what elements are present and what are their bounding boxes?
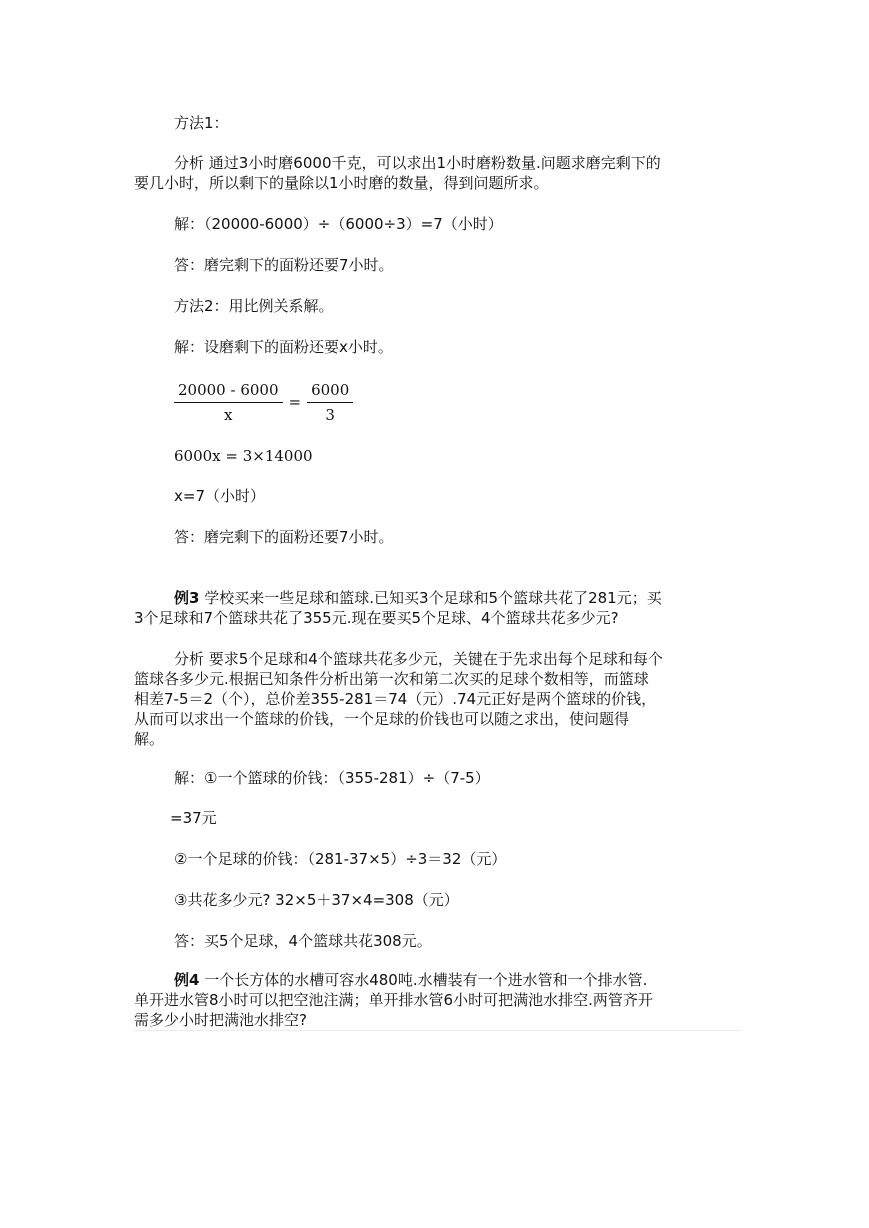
method2-step2: x=7（小时） xyxy=(174,487,265,505)
example3-analysis-line1: 分析 要求5个足球和4个篮球共花多少元，关键在于先求出每个足球和每个 xyxy=(174,650,663,668)
method1-analysis xyxy=(134,153,742,193)
example3-step3: ③共花多少元? 32×5＋37×4=308（元） xyxy=(174,891,459,909)
example4-problem-line2: 单开进水管8小时可以把空池注满；单开排水管6小时可把满池水排空.两管齐开 xyxy=(134,991,653,1009)
example3-analysis-line2: 篮球各多少元.根据已知条件分析出第一次和第二次买的足球个数相等，而篮球 xyxy=(134,670,649,688)
proportion-equation xyxy=(174,378,353,426)
example3-analysis-line5: 解。 xyxy=(134,730,165,748)
example4-problem-line1: 一个长方体的水槽可容水480吨.水槽装有一个进水管和一个排水管. xyxy=(199,971,648,989)
fraction-left-numerator: 20000 - 6000 xyxy=(174,380,283,403)
fraction-right xyxy=(307,380,353,425)
method2-step1: 6000x = 3×14000 xyxy=(174,447,313,465)
example3-answer: 答：买5个足球，4个篮球共花308元。 xyxy=(174,932,432,950)
example3-problem-line2: 3个足球和7个篮球共花了355元.现在要买5个足球、4个篮球共花多少元? xyxy=(134,609,619,627)
example4-problem xyxy=(134,970,742,1030)
fraction-left-denominator: x xyxy=(224,405,233,424)
example3-problem xyxy=(134,588,742,628)
example3-step2: ②一个足球的价钱：（281-37×5）÷3＝32（元） xyxy=(174,850,507,868)
method1-heading: 方法1： xyxy=(174,114,229,132)
example3-step1: 解：①一个篮球的价钱：（355-281）÷（7-5） xyxy=(174,769,490,787)
fraction-right-numerator: 6000 xyxy=(307,380,353,403)
method1-analysis-line2: 要几小时，所以剩下的量除以1小时磨的数量，得到问题所求。 xyxy=(134,174,549,192)
fraction-left xyxy=(174,380,283,425)
example3-problem-line1: 学校买来一些足球和篮球.已知买3个足球和5个篮球共花了281元；买 xyxy=(199,589,662,607)
example3-label: 例3 xyxy=(174,589,200,607)
example3-analysis-line4: 从而可以求出一个篮球的价钱，一个足球的价钱也可以随之求出，使问题得 xyxy=(134,710,630,728)
method2-answer: 答：磨完剩下的面粉还要7小时。 xyxy=(174,528,394,546)
method2-let: 解：设磨剩下的面粉还要x小时。 xyxy=(174,338,393,356)
method1-analysis-line1: 分析 通过3小时磨6000千克，可以求出1小时磨粉数量.问题求磨完剩下的 xyxy=(174,154,661,172)
example4-label: 例4 xyxy=(174,971,200,989)
example3-step1-result: =37元 xyxy=(170,809,217,827)
equals-sign: = xyxy=(288,393,302,411)
example3-analysis-line3: 相差7-5＝2（个），总价差355-281＝74（元）.74元正好是两个篮球的价钱， xyxy=(134,690,657,708)
example4-problem-line3: 需多少小时把满池水排空? xyxy=(134,1011,307,1029)
method1-solution: 解：（20000-6000）÷（6000÷3）=7（小时） xyxy=(174,215,503,233)
method2-heading: 方法2：用比例关系解。 xyxy=(174,297,334,315)
section-divider xyxy=(134,1030,742,1031)
example3-analysis xyxy=(134,649,742,749)
method1-answer: 答：磨完剩下的面粉还要7小时。 xyxy=(174,256,394,274)
fraction-right-denominator: 3 xyxy=(325,405,335,424)
